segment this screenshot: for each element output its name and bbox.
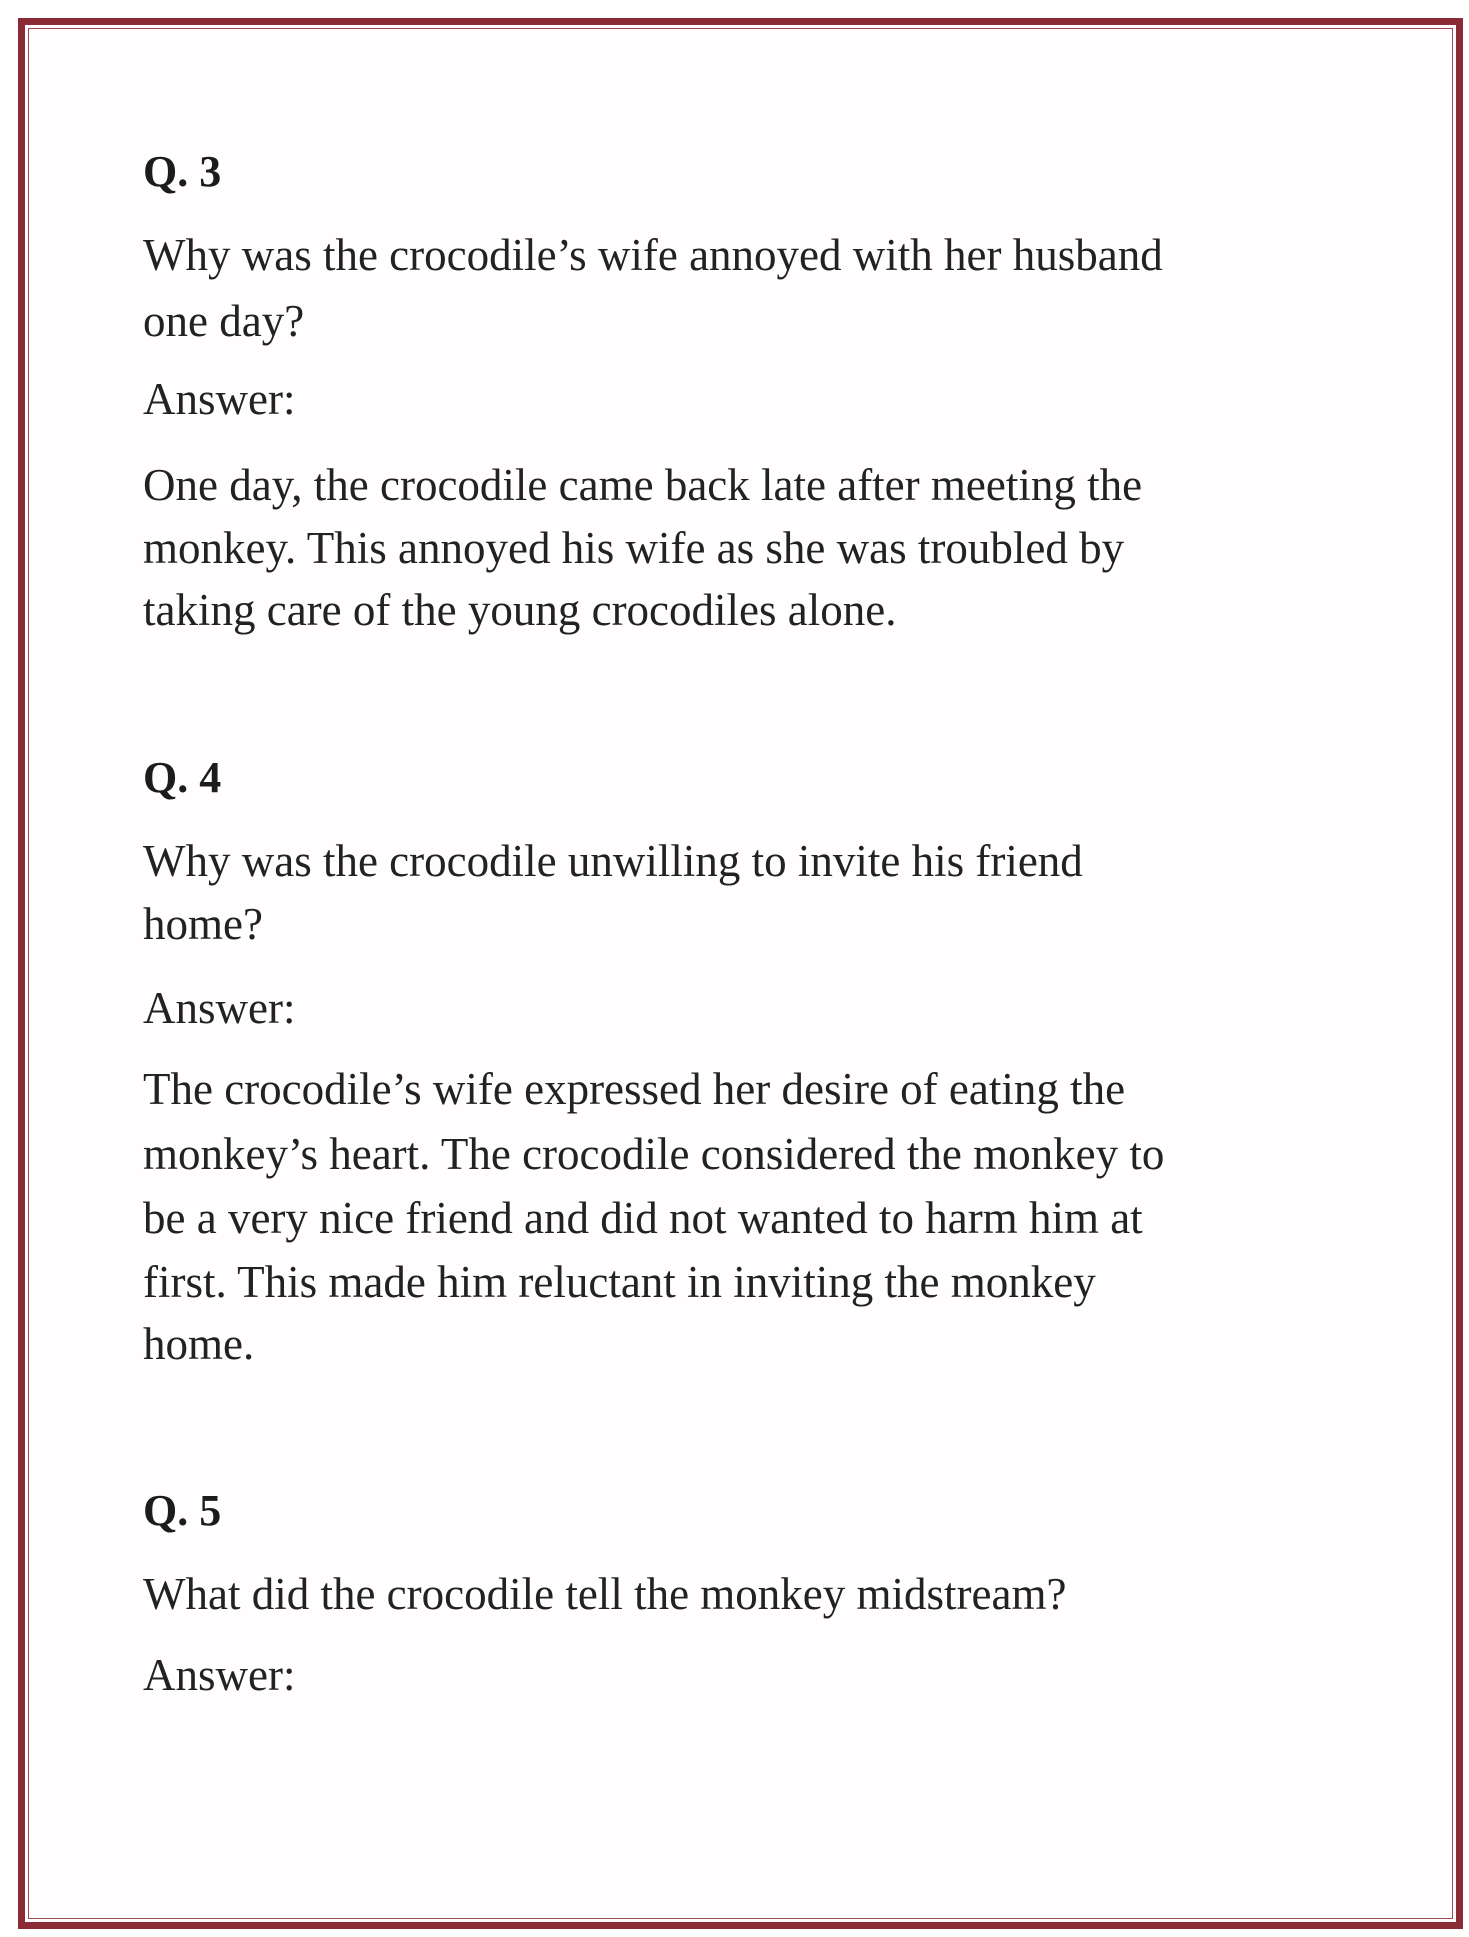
answer-label: Answer: [143,374,296,424]
answer-text-line: be a very nice friend and did not wanted to harm him at [143,1193,1143,1243]
question-text-line: Why was the crocodile’s wife annoyed with her husband [143,230,1163,280]
question-number: Q. 3 [143,147,222,196]
answer-text-line: taking care of the young crocodiles alone. [143,585,897,635]
answer-text-line: monkey’s heart. The crocodile considered the monkey to [143,1129,1165,1179]
answer-label: Answer: [143,1650,296,1700]
question-text-line: home? [143,899,263,949]
question-text-line: Why was the crocodile unwilling to invite his friend [143,836,1083,886]
question-number: Q. 5 [143,1486,222,1535]
answer-text-line: One day, the crocodile came back late after meeting the [143,460,1143,510]
answer-text-line: first. This made him reluctant in inviting the monkey [143,1257,1096,1307]
answer-text-line: The crocodile’s wife expressed her desire of eating the [143,1064,1126,1114]
answer-text-line: home. [143,1319,255,1369]
question-text-line: What did the crocodile tell the monkey midstream? [143,1569,1067,1619]
question-text-line: one day? [143,296,305,346]
answer-label: Answer: [143,983,296,1033]
answer-text-line: monkey. This annoyed his wife as she was troubled by [143,523,1125,573]
question-number: Q. 4 [143,753,222,802]
